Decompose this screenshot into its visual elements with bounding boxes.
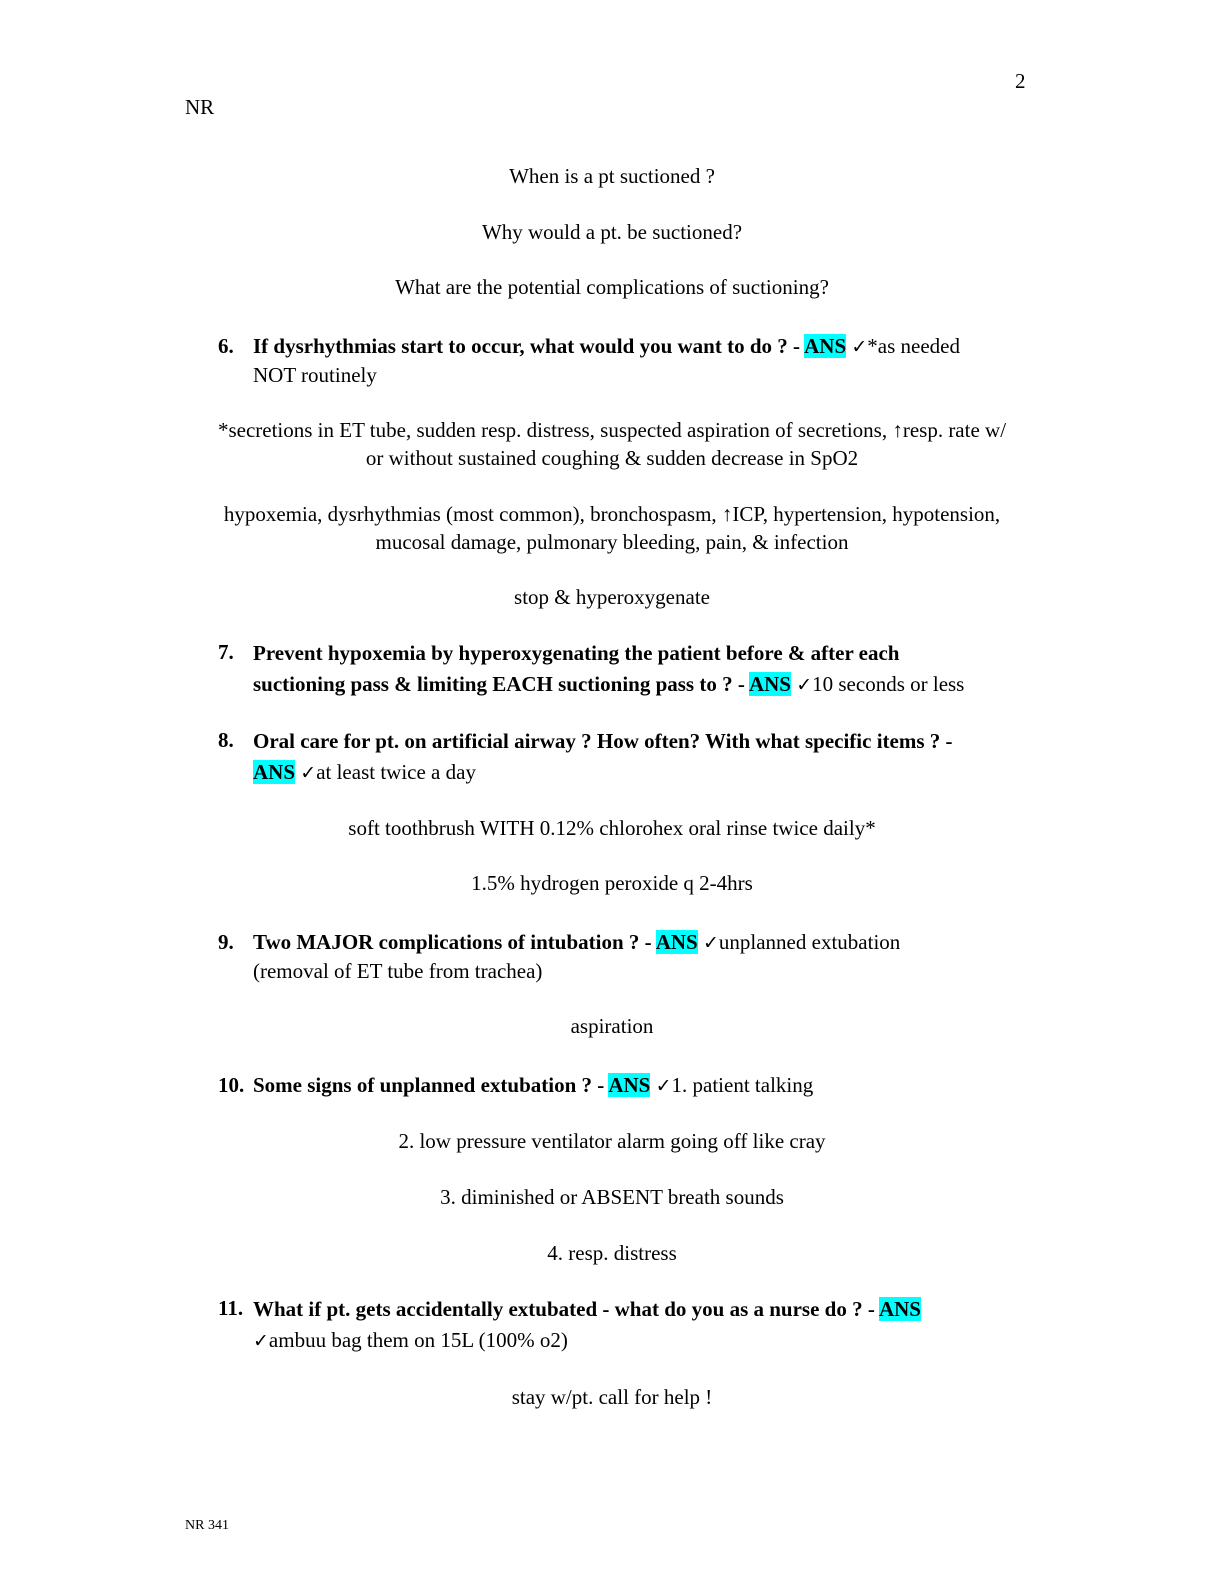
aspiration-line: aspiration bbox=[570, 1014, 654, 1038]
question-text: Two MAJOR complications of intubation ? - bbox=[253, 930, 656, 954]
footer-label: NR 341 bbox=[185, 1518, 229, 1533]
check-icon: ✓ bbox=[796, 674, 813, 696]
answer-text: (removal of ET tube from trachea) bbox=[253, 959, 543, 983]
answer-text: NOT routinely bbox=[253, 363, 377, 387]
question-number: 10. bbox=[218, 1073, 245, 1097]
question-6 bbox=[218, 332, 1038, 389]
ans-label: ANS bbox=[878, 1297, 921, 1321]
secretions-line-1: *secretions in ET tube, sudden resp. distress, suspected aspiration of secretions, ↑resp. rate w/ bbox=[217, 418, 1007, 442]
question-9 bbox=[218, 928, 1038, 985]
answer-text: unplanned extubation bbox=[718, 930, 901, 954]
check-icon: ✓ bbox=[300, 762, 317, 784]
suction-why-line: Why would a pt. be suctioned? bbox=[481, 220, 743, 244]
ans-label: ANS bbox=[253, 760, 296, 784]
sign-2-line: 2. low pressure ventilator alarm going off like cray bbox=[398, 1129, 826, 1153]
suction-when-line: When is a pt suctioned ? bbox=[509, 164, 715, 188]
hypoxemia-line-2: mucosal damage, pulmonary bleeding, pain, & infection bbox=[375, 530, 849, 554]
question-text: Oral care for pt. on artificial airway ? How often? With what specific items ? - bbox=[253, 729, 953, 753]
peroxide-line: 1.5% hydrogen peroxide q 2-4hrs bbox=[471, 871, 753, 895]
secretions-line-2: or without sustained coughing & sudden decrease in SpO2 bbox=[365, 446, 859, 470]
question-text: Prevent hypoxemia by hyperoxygenating the patient before & after each bbox=[253, 641, 900, 665]
question-8 bbox=[218, 726, 1038, 789]
question-text: suctioning pass & limiting EACH suctioning pass to ? - bbox=[253, 672, 749, 696]
sign-4-line: 4. resp. distress bbox=[547, 1241, 677, 1265]
hypoxemia-line-1: hypoxemia, dysrhythmias (most common), bronchospasm, ↑ICP, hypertension, hypotension, bbox=[223, 502, 1001, 526]
question-number: 6. bbox=[218, 334, 234, 358]
question-11 bbox=[218, 1294, 1038, 1357]
question-text: Some signs of unplanned extubation ? - bbox=[253, 1073, 609, 1097]
check-icon: ✓ bbox=[253, 1330, 269, 1352]
answer-text: at least twice a day bbox=[316, 760, 476, 784]
question-number: 11. bbox=[218, 1296, 244, 1320]
question-7 bbox=[218, 638, 1038, 701]
check-icon: ✓ bbox=[655, 1075, 672, 1097]
ans-label: ANS bbox=[748, 672, 791, 696]
question-number: 9. bbox=[218, 930, 234, 954]
answer-text: ambuu bag them on 15L (100% o2) bbox=[268, 1328, 568, 1352]
sign-3-line: 3. diminished or ABSENT breath sounds bbox=[440, 1185, 784, 1209]
check-icon: ✓ bbox=[702, 932, 719, 954]
question-10 bbox=[218, 1071, 1038, 1100]
question-number: 8. bbox=[218, 728, 234, 752]
answer-text: 1. patient talking bbox=[671, 1073, 814, 1097]
toothbrush-line: soft toothbrush WITH 0.12% chlorohex oral rinse twice daily* bbox=[348, 816, 876, 840]
suction-complications-line: What are the potential complications of suctioning? bbox=[395, 275, 829, 299]
stop-line: stop & hyperoxygenate bbox=[514, 585, 710, 609]
question-text: If dysrhythmias start to occur, what would you want to do ? - bbox=[253, 334, 805, 358]
question-text: What if pt. gets accidentally extubated - what do you as a nurse do ? - bbox=[253, 1297, 879, 1321]
ans-label: ANS bbox=[804, 334, 847, 358]
answer-text: *as needed bbox=[867, 334, 961, 358]
stay-line: stay w/pt. call for help ! bbox=[511, 1385, 713, 1409]
check-icon: ✓ bbox=[851, 336, 868, 358]
ans-label: ANS bbox=[608, 1073, 651, 1097]
header-initials: NR bbox=[185, 95, 215, 119]
question-number: 7. bbox=[218, 640, 234, 664]
ans-label: ANS bbox=[655, 930, 698, 954]
page-number: 2 bbox=[1015, 69, 1026, 93]
answer-text: 10 seconds or less bbox=[812, 672, 965, 696]
